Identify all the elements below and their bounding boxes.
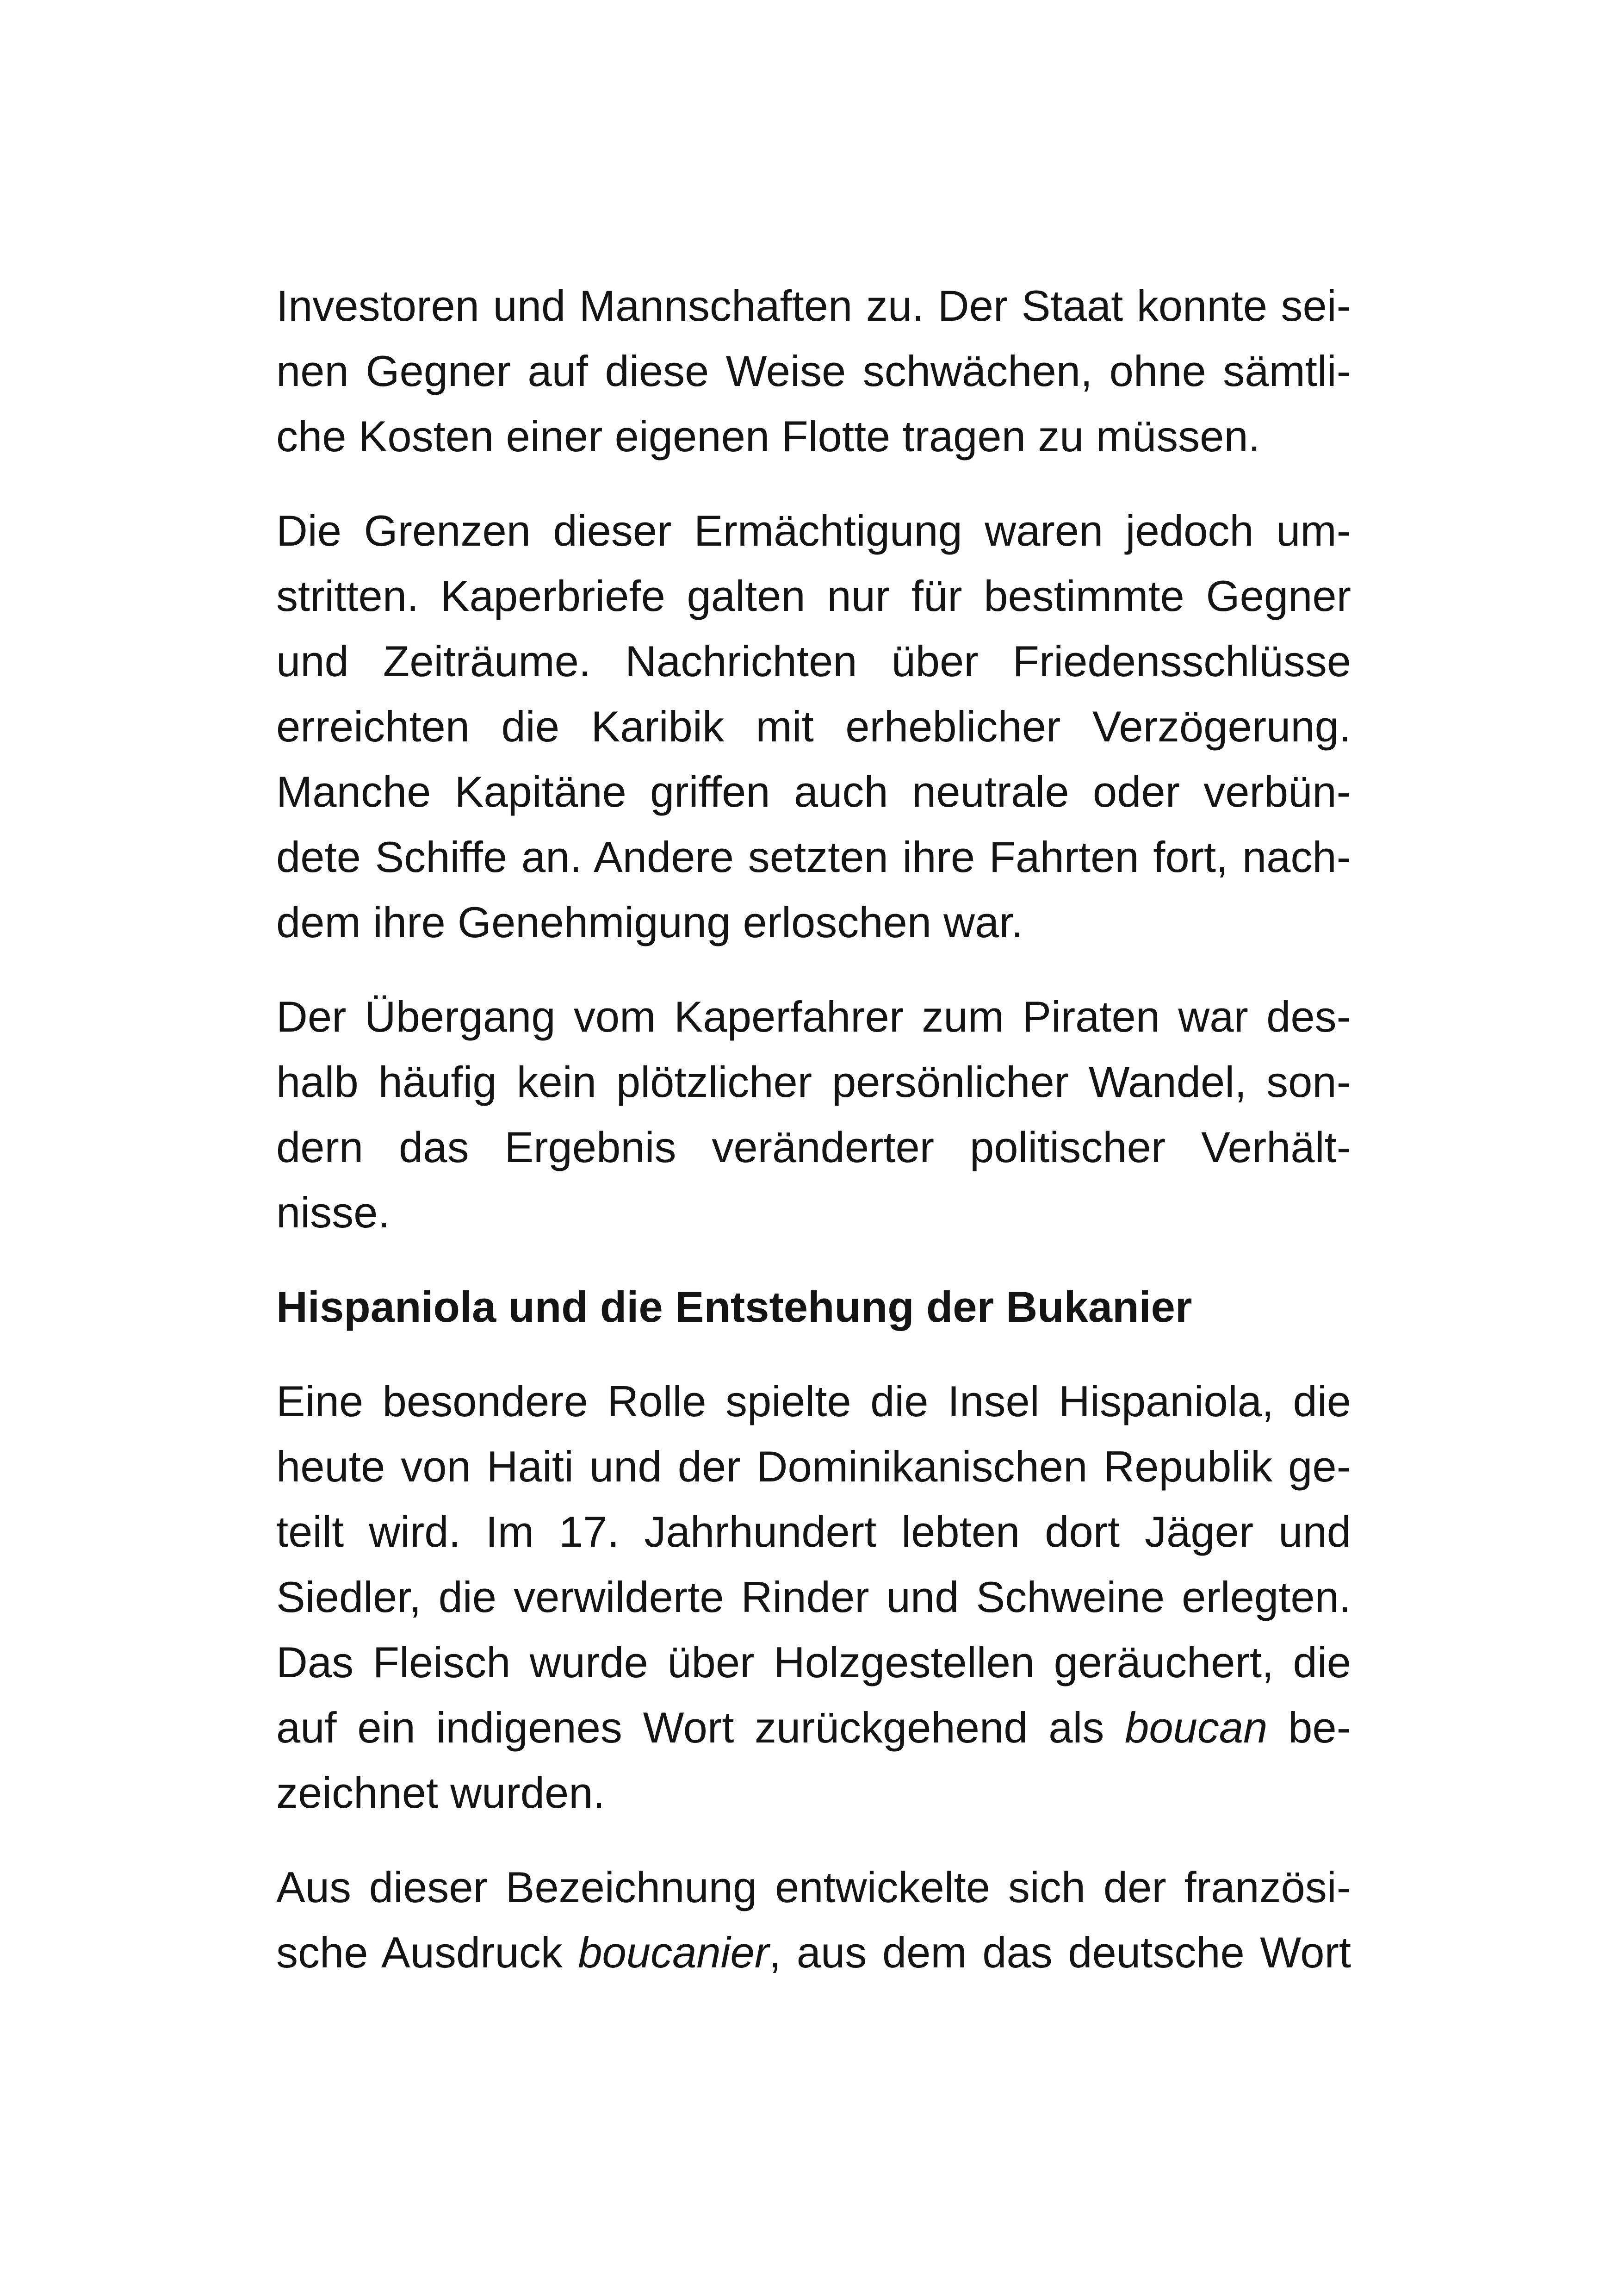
paragraph-1 bbox=[276, 273, 1351, 469]
text-line: heute von Haiti und der Dominikanischen Republik ge- bbox=[276, 1442, 1351, 1491]
text-line: dete Schiffe an. Andere setzten ihre Fahrten fort, nach- bbox=[276, 833, 1351, 881]
text-line: nisse. bbox=[276, 1188, 390, 1237]
text-fragment: sche Ausdruck bbox=[276, 1928, 578, 1977]
text-line: Der Übergang vom Kaperfahrer zum Piraten war des- bbox=[276, 992, 1351, 1041]
section-heading-text: Hispaniola und die Entstehung der Bukanier bbox=[276, 1282, 1192, 1331]
text-fragment: , aus dem das deutsche Wort bbox=[769, 1928, 1351, 1977]
italic-term: boucan bbox=[1125, 1703, 1268, 1752]
paragraph-2 bbox=[276, 498, 1351, 955]
italic-term: boucanier bbox=[578, 1928, 769, 1977]
text-line: teilt wird. Im 17. Jahrhundert lebten dort Jäger und bbox=[276, 1507, 1351, 1556]
text-line: zeichnet wurden. bbox=[276, 1768, 605, 1817]
section-heading bbox=[276, 1274, 1351, 1339]
text-line: Aus dieser Bezeichnung entwickelte sich der französi- bbox=[276, 1863, 1351, 1911]
text-fragment: be- bbox=[1267, 1703, 1351, 1752]
text-line-with-italic bbox=[276, 1695, 1351, 1760]
paragraph-4 bbox=[276, 1369, 1351, 1825]
text-line: Investoren und Mannschaften zu. Der Staat konnte sei- bbox=[276, 281, 1351, 330]
text-line-with-italic bbox=[276, 1920, 1351, 1985]
text-line: Manche Kapitäne griffen auch neutrale oder verbün- bbox=[276, 767, 1351, 816]
text-line: che Kosten einer eigenen Flotte tragen zu müssen. bbox=[276, 412, 1260, 460]
paragraph-3 bbox=[276, 984, 1351, 1245]
text-fragment: auf ein indigenes Wort zurückgehend als bbox=[276, 1703, 1125, 1752]
text-line: Das Fleisch wurde über Holzgestellen geräuchert, die bbox=[276, 1638, 1351, 1686]
text-line: erreichten die Karibik mit erheblicher Verzögerung. bbox=[276, 702, 1351, 751]
text-line: halb häufig kein plötzlicher persönlicher Wandel, son- bbox=[276, 1058, 1351, 1106]
paragraph-5 bbox=[276, 1854, 1351, 1985]
body-text bbox=[276, 273, 1351, 2014]
text-line: dem ihre Genehmigung erloschen war. bbox=[276, 898, 1023, 946]
text-line: und Zeiträume. Nachrichten über Friedensschlüsse bbox=[276, 637, 1351, 685]
text-line: dern das Ergebnis veränderter politischer Verhält- bbox=[276, 1123, 1351, 1171]
text-line: stritten. Kaperbriefe galten nur für bestimmte Gegner bbox=[276, 572, 1351, 620]
text-line: Die Grenzen dieser Ermächtigung waren jedoch um- bbox=[276, 506, 1351, 555]
text-line: nen Gegner auf diese Weise schwächen, ohne sämtli- bbox=[276, 347, 1351, 395]
text-line: Eine besondere Rolle spielte die Insel Hispaniola, die bbox=[276, 1377, 1351, 1425]
text-line: Siedler, die verwilderte Rinder und Schweine erlegten. bbox=[276, 1573, 1351, 1621]
